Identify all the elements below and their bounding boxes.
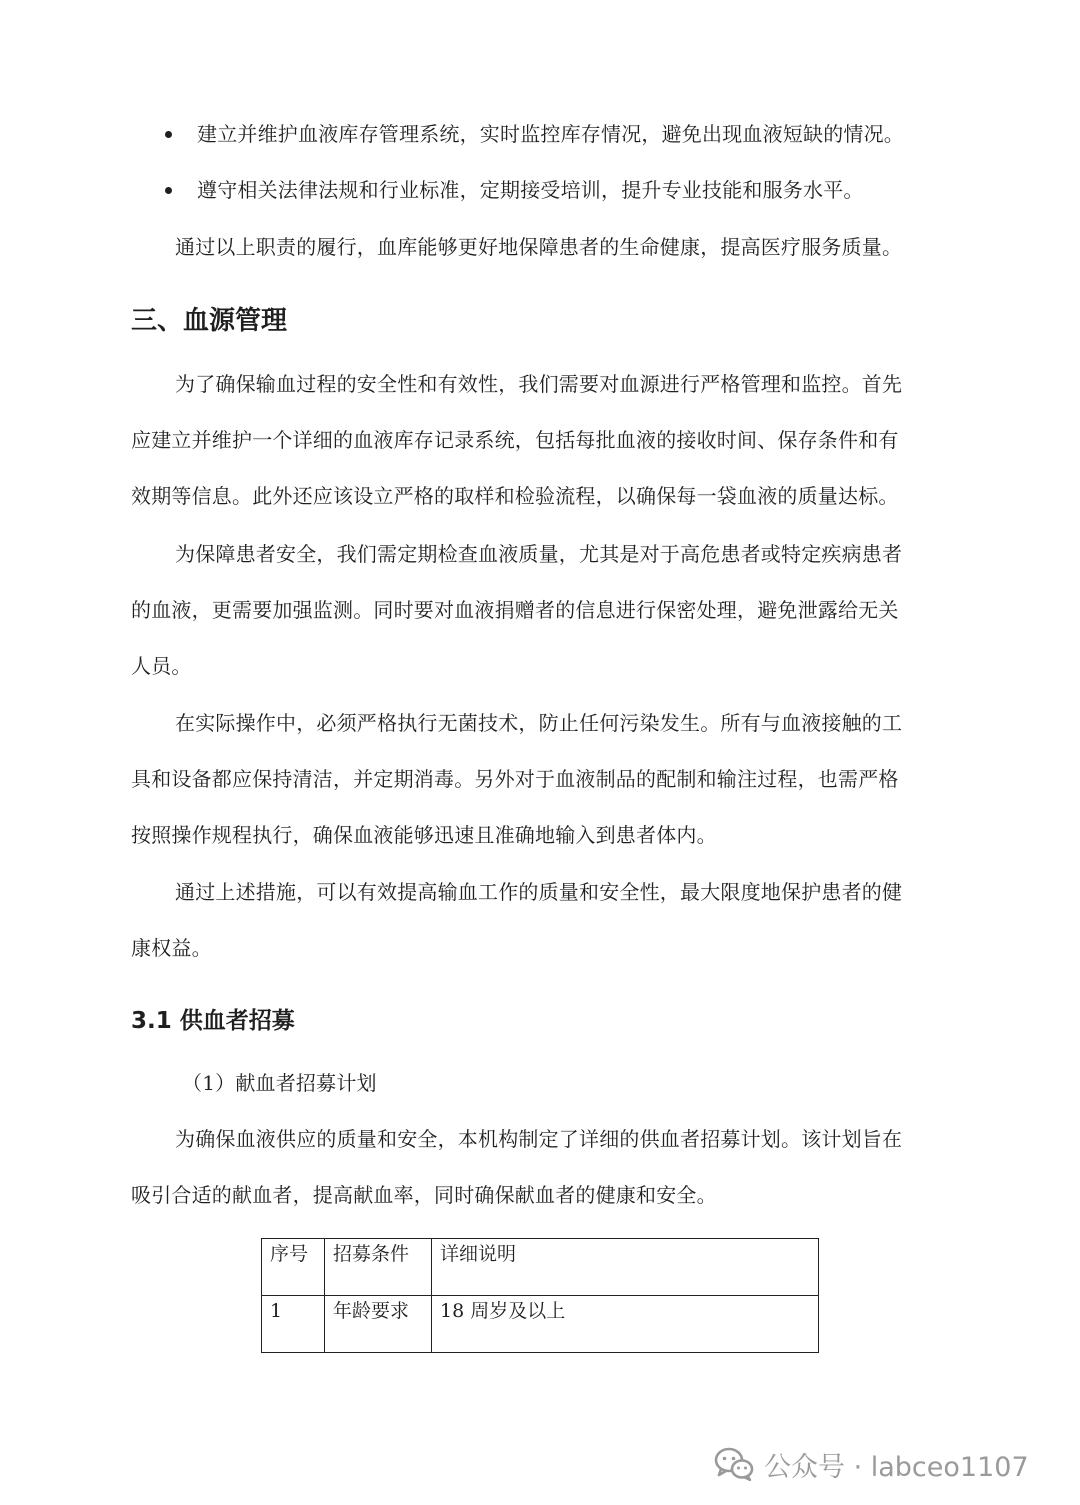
section-heading: 三、血源管理 (131, 306, 288, 336)
paragraph-line: 吸引合适的献血者，提高献血率，同时确保献血者的健康和安全。 (131, 1183, 717, 1207)
paragraph-line: 为确保血液供应的质量和安全，本机构制定了详细的供血者招募计划。该计划旨在 (175, 1127, 903, 1151)
table-cell: 年龄要求 (325, 1296, 432, 1353)
paragraph-line: 效期等信息。此外还应该设立严格的取样和检验流程，以确保每一袋血液的质量达标。 (131, 484, 899, 508)
bullet-item: 建立并维护血液库存管理系统，实时监控库存情况，避免出现血液短缺的情况。 (197, 122, 904, 146)
paragraph-line: 的血液，更需要加强监测。同时要对血液捐赠者的信息进行保密处理，避免泄露给无关 (131, 598, 899, 622)
paragraph-line: 按照操作规程执行，确保血液能够迅速且准确地输入到患者体内。 (131, 823, 717, 847)
wechat-icon (714, 1447, 754, 1481)
recruit-conditions-table (261, 1238, 819, 1353)
paragraph-line: 为了确保输血过程的安全性和有效性，我们需要对血源进行严格管理和监控。首先 (175, 372, 903, 396)
bullet-item: 遵守相关法律法规和行业标准，定期接受培训，提升专业技能和服务水平。 (197, 178, 864, 202)
table-cell: 18 周岁及以上 (432, 1296, 819, 1353)
table-header-cell: 详细说明 (432, 1239, 819, 1296)
watermark (714, 1444, 1029, 1484)
paragraph-line: 通过上述措施，可以有效提高输血工作的质量和安全性，最大限度地保护患者的健 (175, 880, 903, 904)
paragraph-line: 在实际操作中，必须严格执行无菌技术，防止任何污染发生。所有与血液接触的工 (175, 711, 903, 735)
paragraph-line: 人员。 (131, 654, 192, 678)
table-cell: 1 (262, 1296, 325, 1353)
table-header-cell: 序号 (262, 1239, 325, 1296)
table-row (262, 1296, 819, 1353)
bullet-dot (165, 131, 172, 138)
table-header-row (262, 1239, 819, 1296)
paragraph-line: 具和设备都应保持清洁，并定期消毒。另外对于血液制品的配制和输注过程，也需严格 (131, 767, 899, 791)
paragraph-line: 为保障患者安全，我们需定期检查血液质量，尤其是对于高危患者或特定疾病患者 (175, 542, 903, 566)
table-header-cell: 招募条件 (325, 1239, 432, 1296)
bullet-dot (165, 187, 172, 194)
paragraph-line: 康权益。 (131, 936, 212, 960)
subsection-heading: 3.1 供血者招募 (131, 1008, 295, 1034)
paragraph-line: 应建立并维护一个详细的血液库存记录系统，包括每批血液的接收时间、保存条件和有 (131, 428, 899, 452)
subsection-subtitle: （1）献血者招募计划 (182, 1071, 377, 1095)
watermark-text: 公众号 · labceo1107 (764, 1451, 1029, 1483)
summary-paragraph: 通过以上职责的履行，血库能够更好地保障患者的生命健康，提高医疗服务质量。 (175, 235, 903, 259)
